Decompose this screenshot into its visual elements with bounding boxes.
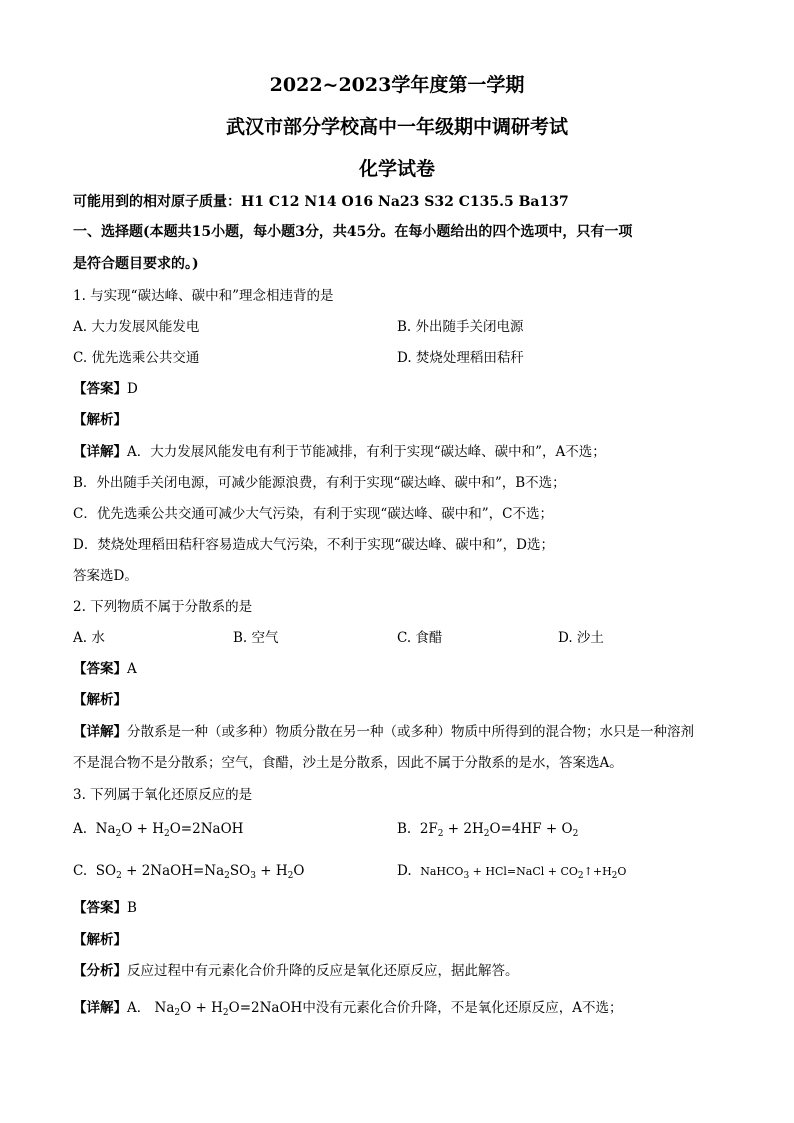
detail-prefix: A． [127,1000,151,1016]
q3-option-a [73,820,243,843]
q1-option-c: C. 优先选乘公共交通 [73,350,200,366]
equation-c: $SO_2$ + $2NaOH=Na_2SO_3 + H_2O$ [95,863,305,881]
option-letter: C. [73,863,88,879]
q2-option-a: A. 水 [73,630,105,646]
section-instructions-line2: 是符合题目要求的。) [73,256,199,272]
fenxi-text: 反应过程中有元素化合价升降的反应是氧化还原反应，据此解答。 [127,963,519,979]
answer-label: 【答案】 [73,661,127,677]
exam-term-title: 2022~2023学年度第一学期 [269,74,525,96]
option-letter: D. [397,863,412,879]
q1-option-b: B. 外出随手关闭电源 [397,319,524,335]
q3-fenxi [73,962,723,980]
q3-option-b [397,820,578,843]
q1-option-d: D. 焚烧处理稻田秸秆 [397,350,524,366]
q1-option-a: A. 大力发展风能发电 [73,319,200,335]
q2-stem: 2. 下列物质不属于分散系的是 [73,599,253,615]
q3-answer [73,899,723,917]
q3-stem: 3. 下列属于氧化还原反应的是 [73,787,253,803]
q3-detail [73,999,723,1022]
detail-text: 中没有元素化合价升降，不是氧化还原反应，A不选； [302,1000,623,1016]
exam-name-title: 武汉市部分学校高中一年级期中调研考试 [225,116,568,138]
answer-value: D [127,381,138,397]
atomic-masses: 可能用到的相对原子质量：H1 C12 N14 O16 Na23 S32 C135.5 Ba137 [73,194,569,210]
answer-label: 【答案】 [73,900,127,916]
option-letter: B. [397,821,412,837]
q2-detail-2: 不是混合物不是分散系；空气，食醋，沙土是分散系，因此不属于分散系的是水，答案选A。 [73,755,623,771]
q2-option-d: D. 沙土 [558,630,604,646]
equation-b: $2F_2 + 2H_2O=4HF + O_2$ [419,821,579,839]
section-instructions-line1: 一、选择题(本题共15小题，每小题3分，共45分。在每小题给出的四个选项中，只有一项 [73,224,633,240]
detail-label: 【详解】 [73,444,127,460]
q2-detail-1 [73,723,723,741]
q1-answer [73,380,723,398]
q2-option-c: C. 食醋 [397,630,443,646]
q1-detail-4: D．焚烧处理稻田秸秆容易造成大气污染，不利于实现“碳达峰、碳中和”，D选； [73,537,554,553]
fenxi-label: 【分析】 [73,963,127,979]
q1-detail-2: B．外出随手关闭电源，可减少能源浪费，有利于实现“碳达峰、碳中和”，B不选； [73,475,566,491]
detail-text: 分散系是一种（或多种）物质分散在另一种（或多种）物质中所得到的混合物；水只是一种溶剂 [127,724,694,740]
answer-value: A [127,661,137,677]
q1-detail-1 [73,443,723,461]
q2-answer [73,660,723,678]
answer-label: 【答案】 [73,381,127,397]
q3-option-c [73,862,304,885]
subject-title: 化学试卷 [358,158,435,180]
q3-option-d [397,862,626,885]
equation-d: NaHCO$_3$ + HCl=NaCl + $CO_2↑+H_2O$ [420,865,627,881]
q2-analysis-label: 【解析】 [73,692,127,708]
q3-analysis-label: 【解析】 [73,932,127,948]
q1-detail-3: C．优先选乘公共交通可减少大气污染，有利于实现“碳达峰、碳中和”，C不选； [73,506,553,522]
q1-stem: 1. 与实现“碳达峰、碳中和”理念相违背的是 [73,288,334,304]
q1-detail-5: 答案选D。 [73,568,138,584]
q1-analysis-label: 【解析】 [73,412,127,428]
q2-option-b: B. 空气 [233,630,279,646]
equation-a-inline: $Na_2O$ + $H_2O=2NaOH$ [154,1000,303,1018]
answer-value: B [127,900,137,916]
equation-a: $Na_2O$ + $H_2O=2NaOH$ [95,821,244,839]
option-letter: A. [73,821,88,837]
detail-label: 【详解】 [73,724,127,740]
detail-label: 【详解】 [73,1000,127,1016]
detail-text: A．大力发展风能发电有利于节能减排，有利于实现“碳达峰、碳中和”，A不选； [127,444,606,460]
